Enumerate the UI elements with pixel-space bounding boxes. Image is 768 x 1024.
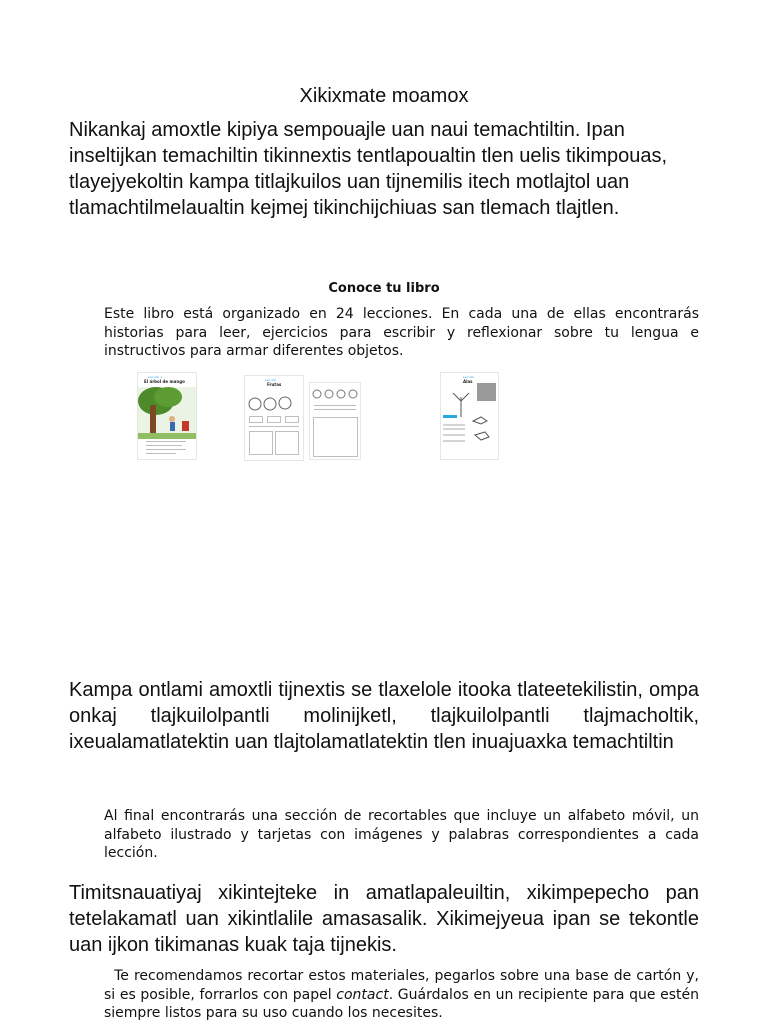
nahuatl-paragraph-2: Kampa ontlami amoxtli tijnextis se tlaxelole itooka tlateetekilistin, ompa onkaj tlajkuilolpantli molinijketl, tlajkuilolpantli tlajmacholtik, ixeualamatlatektin uan tlajtolamatlatektin tlen inuajuaxka temachtiltin xyxy=(69,679,699,753)
text-segment: Te recomendamos recortar estos materiales, pegarlos sobre una base de cartón y, si es posible, forrarlos con papel xyxy=(104,968,699,1003)
lesson-thumbnail-exercise-left xyxy=(244,375,304,461)
lesson-tag: Lección xyxy=(265,378,277,382)
lesson-tag: Lección xyxy=(463,375,475,379)
nahuatl-intro-paragraph: Nikankaj amoxtle kipiya sempouajle uan naui temachtiltin. Ipan inseltijkan temachiltin tikinnextis tentlapoualtin tlen uelis tikimpouas, tlayejyekoltin kampa titlajkuilos uan tijnemilis itech motlajtol uan tlamachtilmelaualtin kejmej tikinchijchiuas san tlemach tlajtlen. xyxy=(69,119,668,219)
lesson-thumbnail-instructive xyxy=(440,372,499,460)
tree-illustration xyxy=(138,387,196,447)
spanish-paragraph-3 xyxy=(104,967,699,1023)
lesson-title: Frutas xyxy=(267,382,282,387)
text-segment: . Guárdalos en un recipiente para que estén siempre listos para su uso cuando los necesites. xyxy=(104,986,699,1021)
lesson-tag: Lección 1 xyxy=(148,375,163,379)
lesson-thumbnail-story xyxy=(137,372,197,460)
page-title: Xikixmate moamox xyxy=(299,85,469,107)
lesson-title: El árbol de mango xyxy=(144,379,185,384)
spanish-paragraph-2: Al final encontrarás una sección de recortables que incluye un alfabeto móvil, un alfabeto ilustrado y tarjetas con imágenes y palabras correspondientes a cada lección. xyxy=(104,808,699,861)
drawing-icons xyxy=(310,387,360,401)
lesson-thumbnail-exercise-right xyxy=(309,382,361,460)
emphasis-text: contact xyxy=(336,986,389,1003)
nahuatl-paragraph-3: Timitsnauatiyaj xikintejteke in amatlapaleuiltin, xikimpepecho pan tetelakamatl uan xikintlalile amasasalik. Xikimejyeua ipan se tekontle uan ijkon tikimanas kuak taja tijnekis. xyxy=(69,882,699,956)
spanish-intro-paragraph: Este libro está organizado en 24 lecciones. En cada una de ellas encontrarás historias para leer, ejercicios para escribir y reflexionar sobre tu lengua e instructivos para armar diferentes objetos. xyxy=(104,306,699,359)
lesson-title: Alas xyxy=(463,379,473,384)
fruit-icons xyxy=(245,394,303,414)
tree-diagram xyxy=(441,387,498,447)
section-title: Conoce tu libro xyxy=(328,281,440,296)
